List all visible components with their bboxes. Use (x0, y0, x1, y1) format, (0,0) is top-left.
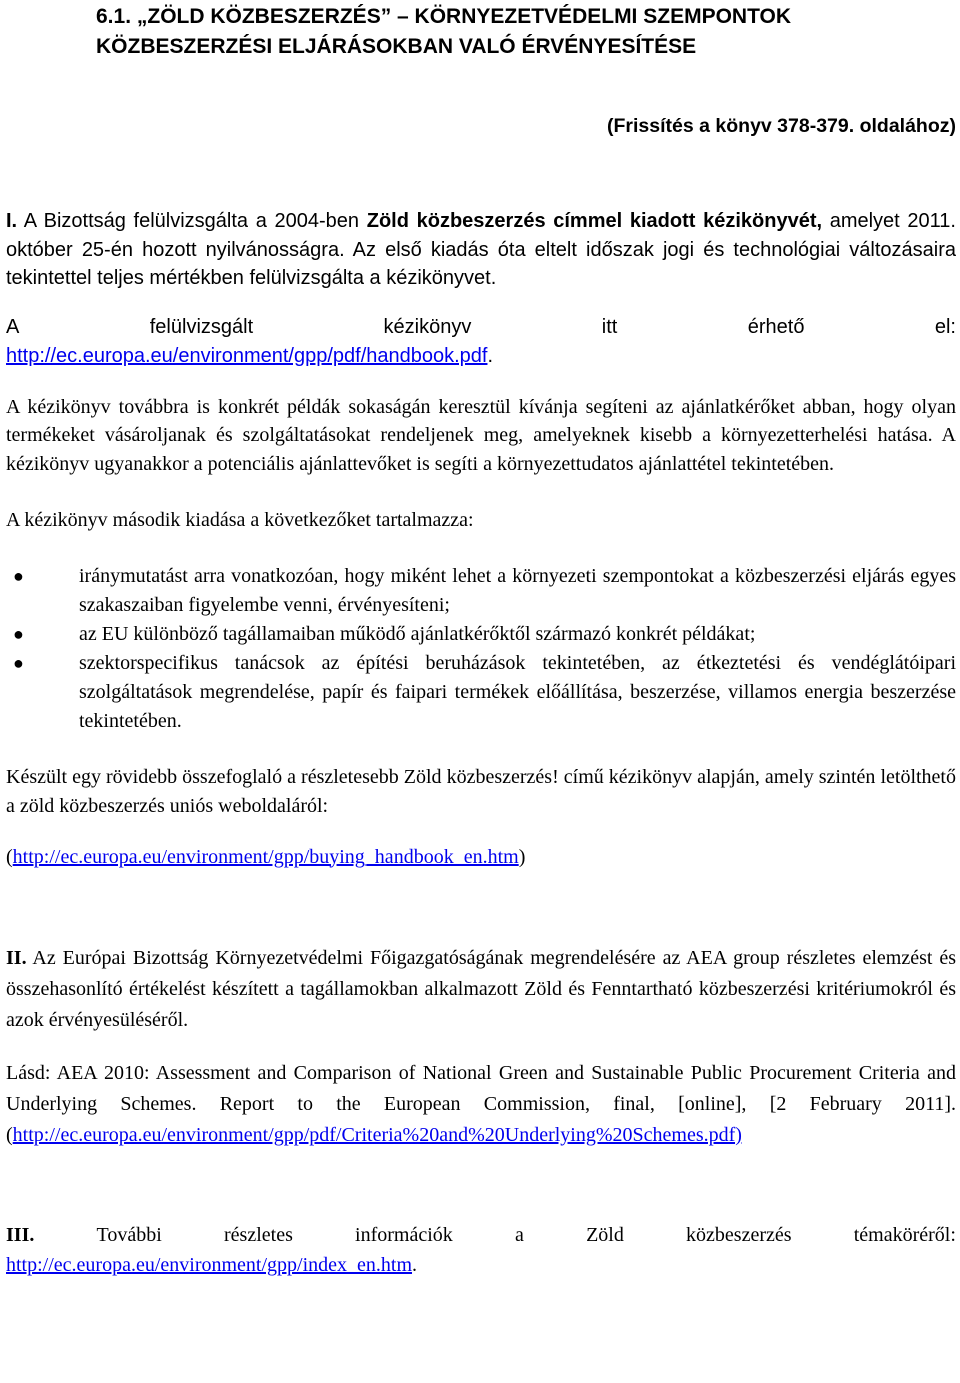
buying-handbook-link[interactable]: http://ec.europa.eu/environment/gpp/buying_handbook_en.htm (12, 845, 519, 868)
section-2-numeral: II. (6, 947, 27, 969)
section-3-link-line (6, 1250, 956, 1280)
update-note: (Frissítés a könyv 378-379. oldalához) (607, 115, 956, 137)
handbook-link-suffix: . (487, 344, 494, 367)
buying-handbook-line (6, 843, 956, 872)
availability-word: el: (934, 315, 956, 338)
availability-line (6, 313, 956, 342)
availability-word: kézikönyv (383, 315, 472, 338)
list-item-text: iránymutatást arra vonatkozóan, hogy miként lehet a környezeti szempontokat a közbeszerzési eljárás egyes szakaszaiban figyelembe venni, érvényesíteni; (79, 564, 956, 616)
list-item (6, 649, 956, 736)
list-item-text: az EU különböző tagállamaiban működő ajánlatkérőktől származó konkrét példákat; (79, 622, 756, 645)
section-2-paragraph-1 (6, 943, 956, 1036)
section-1-paragraph-3: A kézikönyv továbbra is konkrét példák sokaságán keresztül kívánja segíteni az ajánlatkérőket abban, hogy olyan termékeket vásároljanak és szolgáltatásokat rendeljenek meg, amelyeknek kisebb a környezetterhelési hatása. A kézikönyv ugyanakkor a potenciális ajánlattevőket is segíti a környezettudatos ajánlattétel tekintetében. (6, 395, 956, 475)
bullet-icon: ● (13, 565, 24, 586)
section-2-reference (6, 1058, 956, 1151)
availability-word: érhető (747, 315, 805, 338)
section-3-word: a (514, 1224, 524, 1246)
handbook-availability (6, 313, 956, 371)
gpp-index-link[interactable]: http://ec.europa.eu/environment/gpp/index_en.htm (6, 1254, 413, 1276)
document-page (6, 0, 956, 1280)
section-1-numeral: I. (6, 210, 18, 232)
reference-text: Lásd: AEA 2010: Assessment and Comparison of National Green and Sustainable Public Procurement Criteria and Underlying Schemes. Report to the European Commission, final, [online], [2 February 2011]. ( (6, 1062, 956, 1146)
availability-word: felülvizsgált (149, 315, 254, 338)
criteria-pdf-link[interactable]: http://ec.europa.eu/environment/gpp/pdf/Criteria%20and%20Underlying%20Schemes.pdf) (12, 1124, 742, 1146)
section-3-word: közbeszerzés (686, 1224, 792, 1246)
list-item-text: szektorspecifikus tanácsok az építési beruházások tekintetében, az étkeztetési és vendéglátóipari szolgáltatások megrendelése, papír és faipari termékek előállítása, beszerzése, villamos energia beszerzése tekintetében. (79, 651, 956, 732)
availability-word: A (6, 315, 20, 338)
document-heading (96, 2, 956, 62)
section-3-word: témaköréről: (853, 1224, 956, 1246)
list-item (6, 562, 956, 620)
buying-link-suffix: ) (518, 845, 526, 868)
section-3-word: információk (355, 1224, 453, 1246)
section-3-word: Zöld (586, 1224, 624, 1246)
section-1-intro-start: A Bizottság felülvizsgálta a 2004-ben (17, 210, 367, 232)
bullet-icon: ● (13, 652, 24, 673)
availability-word: itt (601, 315, 618, 338)
section-1-paragraph-4: A kézikönyv második kiadása a következőket tartalmazza: (6, 509, 474, 531)
gpp-index-link-suffix: . (412, 1254, 418, 1276)
section-2-text: Az Európai Bizottság Környezetvédelmi Főigazgatóságának megrendelésére az AEA group részletes elemzést és összehasonlító értékelést készített a tagállamokban alkalmazott Zöld és Fenntartható közbeszerzési kritériumokról és azok érvényesüléséről. (6, 947, 956, 1031)
section-1-paragraph-5: Készült egy rövidebb összefoglaló a részletesebb Zöld közbeszerzés! című kézikönyv alapján, amely szintén letölthető a zöld közbeszerzés uniós weboldaláról: (6, 765, 956, 817)
section-3 (6, 1220, 956, 1280)
buying-link-prefix: ( (6, 845, 13, 868)
bullet-icon: ● (13, 623, 24, 644)
list-item (6, 620, 956, 649)
section-3-word: részletes (224, 1224, 293, 1246)
handbook-pdf-link[interactable]: http://ec.europa.eu/environment/gpp/pdf/handbook.pdf (6, 344, 488, 367)
section-1-intro-rest: amelyet 2011. október 25-én hozott nyilvánosságra. Az első kiadás óta eltelt időszak jogi és technológiai változásaira tekintettel teljes mértékben felülvizsgálta a kézikönyvet. (6, 210, 956, 289)
section-3-word: További (96, 1224, 162, 1246)
section-3-numeral: III. (6, 1224, 35, 1246)
contents-bullet-list (6, 562, 956, 736)
section-1-intro-bold: Zöld közbeszerzés címmel kiadott kézikönyvét, (366, 210, 823, 232)
section-3-line (6, 1220, 956, 1250)
heading-line-2: KÖZBESZERZÉSI ELJÁRÁSOKBAN VALÓ ÉRVÉNYESÍTÉSE (96, 35, 697, 58)
heading-line-1: 6.1. „ZÖLD KÖZBESZERZÉS” – KÖRNYEZETVÉDELMI SZEMPONTOK (96, 5, 792, 28)
section-1-intro (6, 207, 956, 293)
handbook-link-line (6, 342, 956, 371)
